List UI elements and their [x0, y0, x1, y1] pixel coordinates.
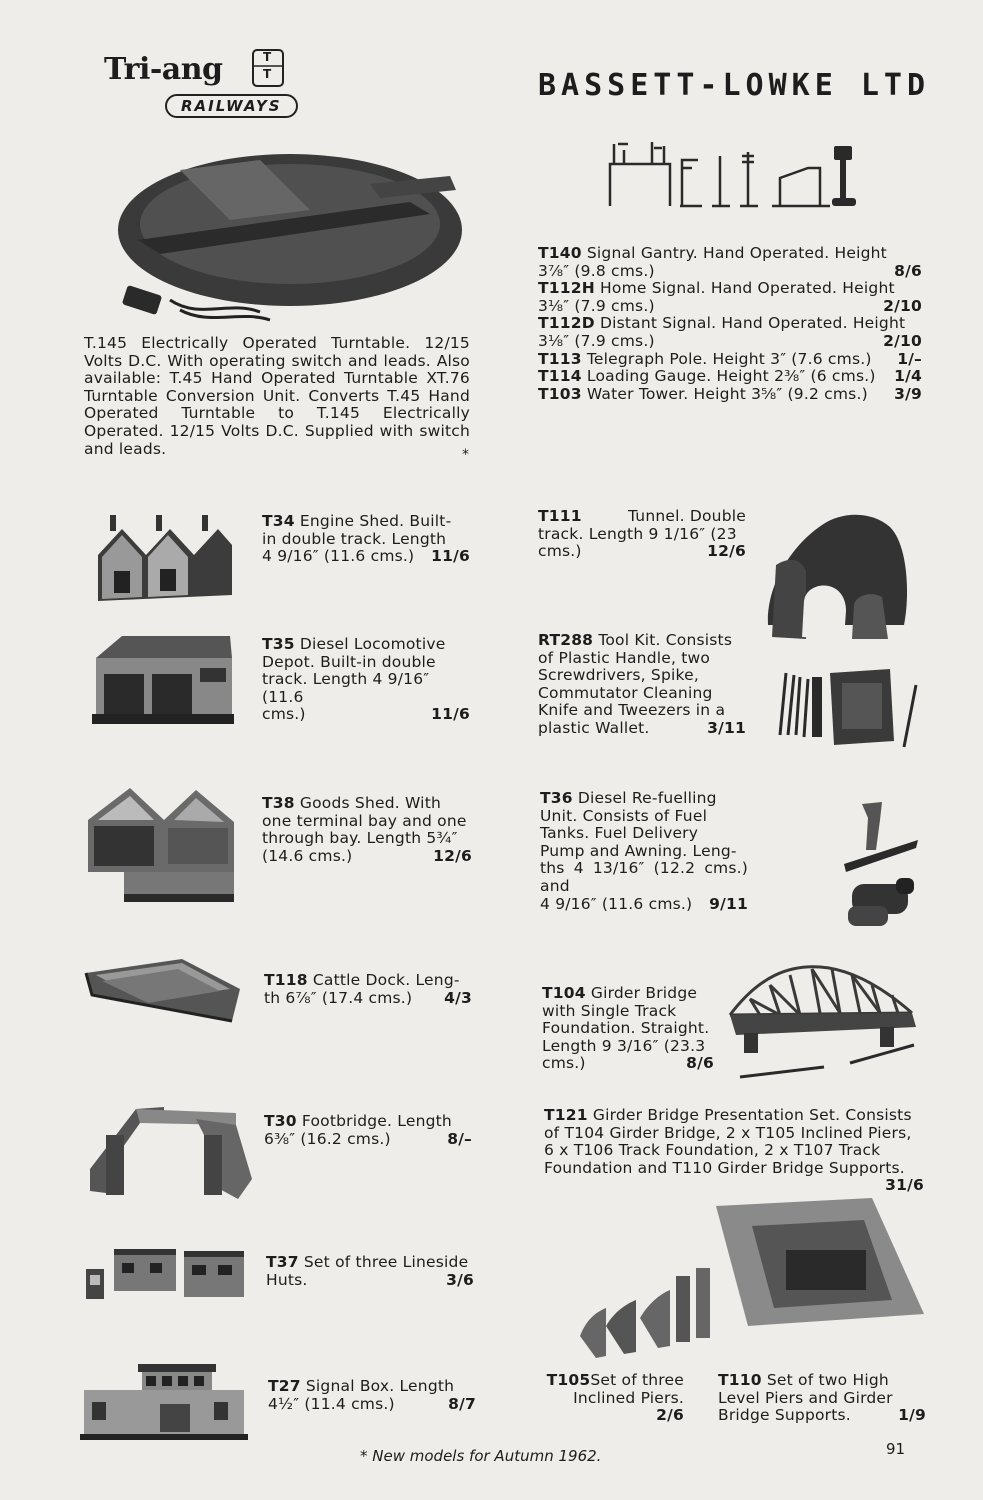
t27-text: T27 Signal Box. Length 4½″ (11.4 cms.) 8/7	[268, 1377, 476, 1413]
tt-badge-bottom: T	[263, 67, 272, 81]
signal-box-illustration	[80, 1360, 250, 1442]
list-item: 3⅞″ (9.8 cms.) 8/6	[538, 261, 922, 280]
t38-text: T38 Goods Shed. With one terminal bay and one through bay. Length 5¾″ (14.6 cms.) 12/6	[262, 794, 472, 865]
t110-text: T110 Set of two High Level Piers and Girder Bridge Supports. 1/9	[718, 1371, 926, 1425]
turntable-illustration	[110, 150, 472, 330]
presentation-set-illustration	[576, 1196, 926, 1366]
list-item: T113 Telegraph Pole. Height 3″ (7.6 cms.) 1/–	[538, 349, 922, 368]
t104-text: T104 Girder Bridge with Single Track Foundation. Straight. Length 9 3/16″ (23.3 cms.) 8/6	[542, 984, 714, 1073]
lineside-huts-illustration	[80, 1245, 252, 1307]
t111-text: T111 Tunnel. Double track. Length 9 1/16″ (23 cms.) 12/6	[538, 507, 746, 561]
refuelling-unit-illustration	[842, 800, 920, 940]
t34-text: T34 Engine Shed. Built- in double track. Length 4 9/16″ (11.6 cms.) 11/6	[262, 512, 470, 566]
t118-text: T118 Cattle Dock. Leng- th 6⅞″ (17.4 cms.) 4/3	[264, 971, 472, 1007]
tool-kit-illustration	[772, 665, 920, 755]
t105-text: T105Set of three Inclined Piers. 2/6	[546, 1371, 684, 1425]
list-item: T114 Loading Gauge. Height 2⅜″ (6 cms.) 1/4	[538, 367, 922, 386]
t37-text: T37 Set of three Lineside Huts. 3/6	[266, 1253, 474, 1289]
tt-badge-top: T	[263, 50, 272, 64]
signals-illustration	[600, 138, 870, 208]
signals-list	[538, 245, 922, 403]
railways-logo-wrap	[165, 96, 298, 115]
list-item: T140 Signal Gantry. Hand Operated. Height	[538, 244, 887, 262]
t121-text: T121 Girder Bridge Presentation Set. Consists of T104 Girder Bridge, 2 x T105 Inclined Piers, 6 x T106 Track Foundation, 2 x T107 Track Foundation and T110 Girder Bridge Supports. 31/6	[544, 1106, 924, 1195]
turntable-text: T.145 Electrically Operated Turntable. 12/15 Volts D.C. With operating switch and leads. Also available: T.45 Hand Operated Turntable XT.76 Turntable Conversion Unit. Converts T.45 Hand Operated Turntable to T.145 Electrically Operated. 12/15 Volts D.C. Supplied with switch and leads.	[84, 334, 470, 458]
triang-logo	[104, 52, 223, 87]
cattle-dock-illustration	[82, 955, 244, 1027]
triang-wordmark: Tri-ang	[104, 52, 223, 87]
railways-logo: RAILWAYS	[165, 94, 298, 118]
t36-text: T36 Diesel Re-fuelling Unit. Consists of Fuel Tanks. Fuel Delivery Pump and Awning. Leng- ths 4 13/16″ (12.2 cms.) and 4 9/16″ (11.6 cms.) 9/11	[540, 789, 748, 913]
list-item: T103 Water Tower. Height 3⅝″ (9.2 cms.) 3/9	[538, 384, 922, 403]
footnote: * New models for Autumn 1962.	[360, 1447, 602, 1465]
t30-text: T30 Footbridge. Length 6⅜″ (16.2 cms.) 8/–	[264, 1112, 472, 1148]
rt288-text: RT288 Tool Kit. Consists of Plastic Handle, two Screwdrivers, Spike, Commutator Cleaning Knife and Tweezers in a plastic Wallet. 3/11	[538, 631, 746, 737]
list-item: 3⅛″ (7.9 cms.) 2/10	[538, 331, 922, 350]
footbridge-illustration	[86, 1095, 256, 1205]
engine-shed-illustration	[92, 505, 238, 605]
bassett-lowke-heading: BASSETT-LOWKE LTD	[538, 68, 931, 103]
list-item: 3⅛″ (7.9 cms.) 2/10	[538, 296, 922, 315]
tt-gauge-badge	[250, 48, 286, 90]
list-item: T112D Distant Signal. Hand Operated. Height	[538, 314, 906, 333]
girder-bridge-illustration	[720, 955, 920, 1085]
goods-shed-illustration	[84, 780, 240, 908]
page-number: 91	[886, 1440, 906, 1458]
new-model-star: *	[462, 447, 469, 463]
tunnel-illustration	[762, 505, 912, 645]
list-item: T112H Home Signal. Hand Operated. Height	[538, 279, 895, 298]
t35-text: T35 Diesel Locomotive Depot. Built-in double track. Length 4 9/16″ (11.6 cms.) 11/6	[262, 635, 470, 724]
diesel-depot-illustration	[92, 628, 238, 728]
turntable-description	[84, 335, 470, 458]
